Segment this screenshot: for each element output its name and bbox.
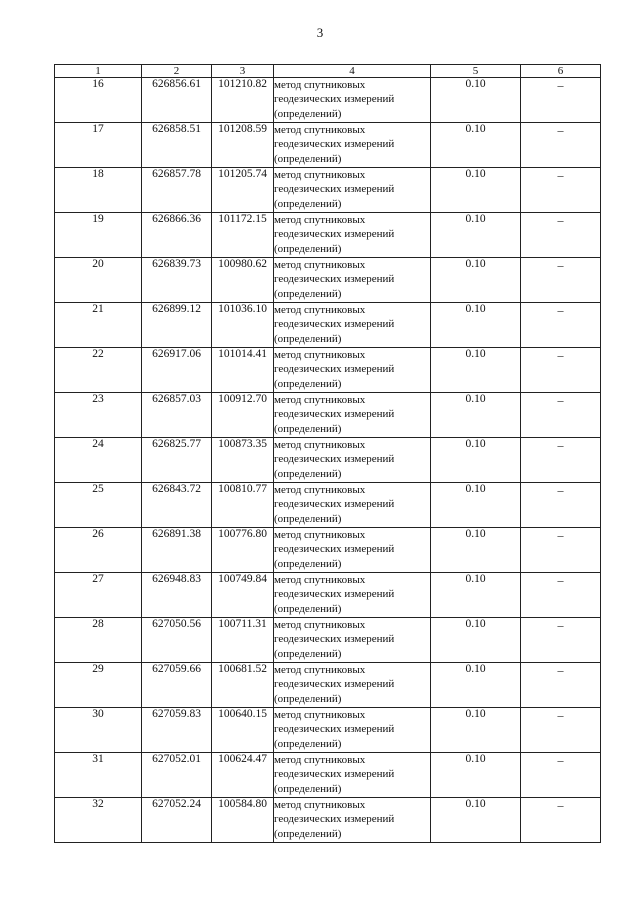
accuracy-cell: 0.10	[431, 438, 521, 483]
table-row	[55, 123, 601, 168]
method-cell	[274, 348, 431, 393]
table-row	[55, 213, 601, 258]
x-coordinate-cell: 626866.36	[142, 213, 212, 258]
table-row	[55, 663, 601, 708]
table-row	[55, 618, 601, 663]
y-coordinate-cell: 100749.84	[212, 573, 274, 618]
y-coordinate-cell: 101036.10	[212, 303, 274, 348]
point-number-cell: 22	[55, 348, 142, 393]
method-text-line: геодезических измерений	[274, 543, 395, 556]
method-text-line: метод спутниковых	[274, 304, 366, 316]
x-coordinate-cell: 626899.12	[142, 303, 212, 348]
point-number-cell: 29	[55, 663, 142, 708]
y-coordinate-cell: 100776.80	[212, 528, 274, 573]
accuracy-cell: 0.10	[431, 123, 521, 168]
x-coordinate-cell: 627050.56	[142, 618, 212, 663]
description-cell: –	[521, 663, 601, 708]
description-cell: –	[521, 708, 601, 753]
method-text-line: (определений)	[274, 557, 342, 570]
y-coordinate-cell: 101205.74	[212, 168, 274, 213]
y-coordinate-cell: 101208.59	[212, 123, 274, 168]
method-text-line: (определений)	[274, 737, 342, 750]
description-cell: –	[521, 483, 601, 528]
column-header: 1	[55, 65, 142, 78]
description-cell: –	[521, 528, 601, 573]
method-text-line: метод спутниковых	[274, 709, 366, 721]
x-coordinate-cell: 626948.83	[142, 573, 212, 618]
table-row	[55, 258, 601, 303]
method-text-line: (определений)	[274, 152, 342, 165]
x-coordinate-cell: 626917.06	[142, 348, 212, 393]
accuracy-cell: 0.10	[431, 483, 521, 528]
description-cell: –	[521, 393, 601, 438]
method-cell	[274, 663, 431, 708]
table-row	[55, 348, 601, 393]
method-text-line: (определений)	[274, 512, 342, 525]
description-cell: –	[521, 123, 601, 168]
method-text-line: (определений)	[274, 287, 342, 300]
method-text-line: метод спутниковых	[274, 394, 366, 406]
method-text-line: метод спутниковых	[274, 169, 366, 181]
method-text-line: (определений)	[274, 647, 342, 660]
method-text-line: (определений)	[274, 467, 342, 480]
y-coordinate-cell: 100873.35	[212, 438, 274, 483]
table-row	[55, 573, 601, 618]
x-coordinate-cell: 626891.38	[142, 528, 212, 573]
accuracy-cell: 0.10	[431, 303, 521, 348]
method-cell	[274, 123, 431, 168]
description-cell: –	[521, 438, 601, 483]
y-coordinate-cell: 100912.70	[212, 393, 274, 438]
point-number-cell: 32	[55, 798, 142, 843]
x-coordinate-cell: 626843.72	[142, 483, 212, 528]
method-cell	[274, 393, 431, 438]
description-cell: –	[521, 753, 601, 798]
x-coordinate-cell: 627059.83	[142, 708, 212, 753]
accuracy-cell: 0.10	[431, 753, 521, 798]
description-cell: –	[521, 258, 601, 303]
y-coordinate-cell: 100681.52	[212, 663, 274, 708]
method-text-line: геодезических измерений	[274, 453, 395, 466]
x-coordinate-cell: 626858.51	[142, 123, 212, 168]
method-text-line: метод спутниковых	[274, 619, 366, 631]
point-number-cell: 31	[55, 753, 142, 798]
table-body	[55, 78, 601, 843]
accuracy-cell: 0.10	[431, 258, 521, 303]
method-text-line: метод спутниковых	[274, 439, 366, 451]
y-coordinate-cell: 101172.15	[212, 213, 274, 258]
method-cell	[274, 303, 431, 348]
point-number-cell: 18	[55, 168, 142, 213]
y-coordinate-cell: 101014.41	[212, 348, 274, 393]
method-text-line: геодезических измерений	[274, 408, 395, 421]
method-text-line: (определений)	[274, 692, 342, 705]
method-text-line: метод спутниковых	[274, 574, 366, 586]
accuracy-cell: 0.10	[431, 78, 521, 123]
method-cell	[274, 438, 431, 483]
method-text-line: геодезических измерений	[274, 723, 395, 736]
accuracy-cell: 0.10	[431, 528, 521, 573]
description-cell: –	[521, 798, 601, 843]
method-text-line: метод спутниковых	[274, 214, 366, 226]
method-text-line: геодезических измерений	[274, 183, 395, 196]
x-coordinate-cell: 626825.77	[142, 438, 212, 483]
accuracy-cell: 0.10	[431, 168, 521, 213]
point-number-cell: 19	[55, 213, 142, 258]
y-coordinate-cell: 100980.62	[212, 258, 274, 303]
method-text-line: (определений)	[274, 827, 342, 840]
description-cell: –	[521, 303, 601, 348]
y-coordinate-cell: 100711.31	[212, 618, 274, 663]
method-cell	[274, 483, 431, 528]
table-row	[55, 303, 601, 348]
method-cell	[274, 618, 431, 663]
method-text-line: (определений)	[274, 422, 342, 435]
accuracy-cell: 0.10	[431, 798, 521, 843]
x-coordinate-cell: 626856.61	[142, 78, 212, 123]
table-row	[55, 483, 601, 528]
method-text-line: (определений)	[274, 242, 342, 255]
method-text-line: геодезических измерений	[274, 363, 395, 376]
point-number-cell: 23	[55, 393, 142, 438]
method-text-line: геодезических измерений	[274, 498, 395, 511]
y-coordinate-cell: 100584.80	[212, 798, 274, 843]
point-number-cell: 27	[55, 573, 142, 618]
point-number-cell: 26	[55, 528, 142, 573]
method-text-line: геодезических измерений	[274, 228, 395, 241]
method-text-line: геодезических измерений	[274, 273, 395, 286]
method-text-line: (определений)	[274, 107, 342, 120]
x-coordinate-cell: 626857.78	[142, 168, 212, 213]
method-text-line: (определений)	[274, 782, 342, 795]
method-text-line: метод спутниковых	[274, 124, 366, 136]
table-row	[55, 528, 601, 573]
method-cell	[274, 528, 431, 573]
x-coordinate-cell: 627052.01	[142, 753, 212, 798]
method-cell	[274, 258, 431, 303]
accuracy-cell: 0.10	[431, 213, 521, 258]
coordinates-table	[54, 64, 601, 843]
table-row	[55, 798, 601, 843]
point-number-cell: 16	[55, 78, 142, 123]
method-text-line: метод спутниковых	[274, 529, 366, 541]
method-text-line: геодезических измерений	[274, 678, 395, 691]
table-row	[55, 393, 601, 438]
accuracy-cell: 0.10	[431, 573, 521, 618]
table-row	[55, 708, 601, 753]
method-text-line: метод спутниковых	[274, 664, 366, 676]
table-header-row	[55, 65, 601, 78]
x-coordinate-cell: 626857.03	[142, 393, 212, 438]
method-text-line: метод спутниковых	[274, 484, 366, 496]
description-cell: –	[521, 78, 601, 123]
table-row	[55, 438, 601, 483]
method-text-line: (определений)	[274, 602, 342, 615]
method-text-line: геодезических измерений	[274, 318, 395, 331]
point-number-cell: 25	[55, 483, 142, 528]
column-header: 6	[521, 65, 601, 78]
accuracy-cell: 0.10	[431, 348, 521, 393]
column-header: 2	[142, 65, 212, 78]
method-cell	[274, 78, 431, 123]
method-text-line: метод спутниковых	[274, 754, 366, 766]
table-row	[55, 168, 601, 213]
x-coordinate-cell: 627059.66	[142, 663, 212, 708]
point-number-cell: 21	[55, 303, 142, 348]
method-text-line: (определений)	[274, 332, 342, 345]
method-text-line: метод спутниковых	[274, 799, 366, 811]
y-coordinate-cell: 100624.47	[212, 753, 274, 798]
y-coordinate-cell: 101210.82	[212, 78, 274, 123]
method-cell	[274, 168, 431, 213]
point-number-cell: 28	[55, 618, 142, 663]
y-coordinate-cell: 100640.15	[212, 708, 274, 753]
point-number-cell: 24	[55, 438, 142, 483]
point-number-cell: 20	[55, 258, 142, 303]
x-coordinate-cell: 626839.73	[142, 258, 212, 303]
method-text-line: геодезических измерений	[274, 93, 395, 106]
method-cell	[274, 753, 431, 798]
point-number-cell: 17	[55, 123, 142, 168]
point-number-cell: 30	[55, 708, 142, 753]
method-text-line: (определений)	[274, 377, 342, 390]
accuracy-cell: 0.10	[431, 618, 521, 663]
method-text-line: геодезических измерений	[274, 768, 395, 781]
y-coordinate-cell: 100810.77	[212, 483, 274, 528]
method-text-line: геодезических измерений	[274, 633, 395, 646]
accuracy-cell: 0.10	[431, 708, 521, 753]
description-cell: –	[521, 213, 601, 258]
description-cell: –	[521, 168, 601, 213]
method-cell	[274, 708, 431, 753]
x-coordinate-cell: 627052.24	[142, 798, 212, 843]
column-header: 5	[431, 65, 521, 78]
method-text-line: метод спутниковых	[274, 349, 366, 361]
description-cell: –	[521, 573, 601, 618]
method-text-line: геодезических измерений	[274, 138, 395, 151]
method-text-line: (определений)	[274, 197, 342, 210]
method-cell	[274, 798, 431, 843]
method-cell	[274, 213, 431, 258]
accuracy-cell: 0.10	[431, 393, 521, 438]
description-cell: –	[521, 348, 601, 393]
table-row	[55, 753, 601, 798]
table-row	[55, 78, 601, 123]
column-header: 4	[274, 65, 431, 78]
method-text-line: геодезических измерений	[274, 813, 395, 826]
accuracy-cell: 0.10	[431, 663, 521, 708]
description-cell: –	[521, 618, 601, 663]
method-text-line: метод спутниковых	[274, 259, 366, 271]
method-text-line: геодезических измерений	[274, 588, 395, 601]
column-header: 3	[212, 65, 274, 78]
page-number: 3	[316, 25, 324, 40]
method-text-line: метод спутниковых	[274, 79, 366, 91]
method-cell	[274, 573, 431, 618]
